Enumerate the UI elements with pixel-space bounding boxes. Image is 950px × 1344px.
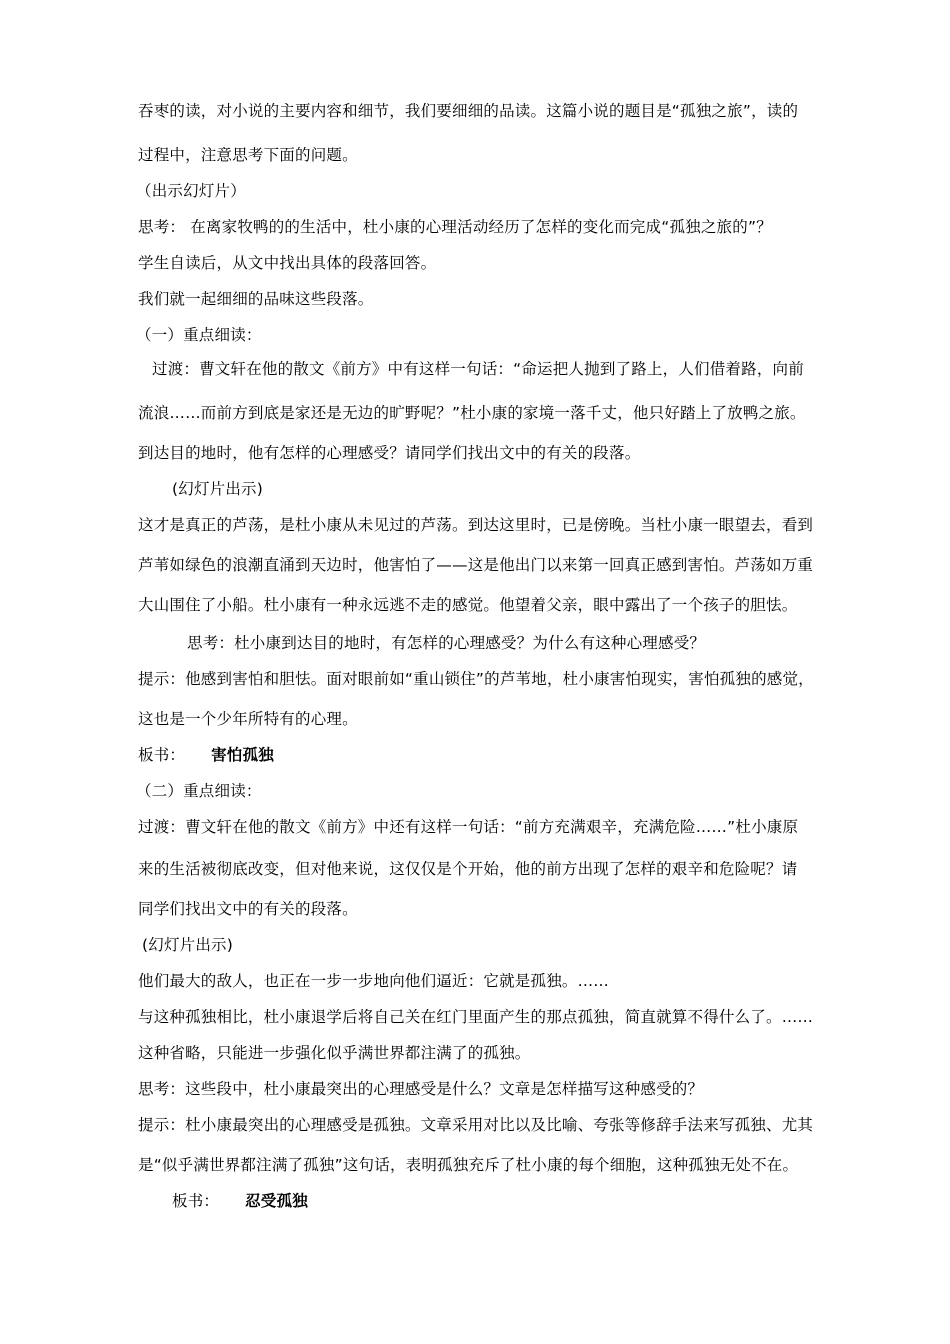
text-line: 与这种孤独相比，杜小康退学后将自己关在红门里面产生的那点孤独，简直就算不得什么了。……	[138, 1008, 814, 1026]
board-line	[172, 1190, 308, 1212]
text-line: 来的生活被彻底改变，但对他来说，这仅仅是个开始，他的前方出现了怎样的艰辛和危险呢？请	[138, 860, 798, 878]
text-line: 过渡：曹文轩在他的散文《前方》中有这样一句话：“命运把人抛到了路上，人们借着路，向前	[152, 360, 804, 378]
section-heading: （二）重点细读：	[136, 782, 262, 800]
text-line: 这种省略，只能进一步强化似乎满世界都注满了的孤独。	[138, 1044, 531, 1062]
text-line: 芦苇如绿色的浪潮直涌到天边时，他害怕了——这是他出门以来第一回真正感到害怕。芦荡如万重	[138, 556, 814, 574]
text-line: 到达目的地时，他有怎样的心理感受？请同学们找出文中的有关的段落。	[138, 444, 641, 462]
text-line: (幻灯片出示)	[172, 480, 263, 498]
text-line: 过渡：曹文轩在他的散文《前方》中还有这样一句话：“前方充满艰辛，充满危险……”杜小康原	[138, 818, 799, 836]
text-line: 同学们找出文中的有关的段落。	[138, 900, 358, 918]
text-line: 思考：这些段中，杜小康最突出的心理感受是什么？文章是怎样描写这种感受的？	[138, 1080, 704, 1098]
text-line: (幻灯片出示)	[142, 936, 233, 954]
text-line: 他们最大的敌人，也正在一步一步地向他们逼近：它就是孤独。……	[138, 972, 610, 990]
text-line: 思考： 在离家牧鸭的的生活中，杜小康的心理活动经历了怎样的变化而完成“孤独之旅的”？	[138, 218, 772, 236]
section-heading: （一）重点细读：	[136, 326, 262, 344]
board-term: 害怕孤独	[211, 746, 274, 764]
text-line: 提示：杜小康最突出的心理感受是孤独。文章采用对比以及比喻、夸张等修辞手法来写孤独、尤其	[138, 1116, 814, 1134]
text-line: 大山围住了小船。杜小康有一种永远逃不走的感觉。他望着父亲，眼中露出了一个孩子的胆怯。	[138, 596, 798, 614]
board-label: 板书：	[172, 1192, 220, 1210]
text-line: 学生自读后，从文中找出具体的段落回答。	[138, 254, 437, 272]
text-line: 这才是真正的芦荡，是杜小康从未见过的芦荡。到达这里时，已是傍晚。当杜小康一眼望去，看到	[138, 516, 814, 534]
text-line: 流浪……而前方到底是家还是无边的旷野呢？”杜小康的家境一落千丈，他只好踏上了放鸭之旅。	[138, 404, 806, 422]
text-line: 提示：他感到害怕和胆怯。面对眼前如“重山锁住”的芦苇地，杜小康害怕现实，害怕孤独的感觉，	[138, 670, 814, 688]
text-line: 吞枣的读，对小说的主要内容和细节，我们要细细的品读。这篇小说的题目是“孤独之旅”，读的	[138, 102, 799, 120]
board-term: 忍受孤独	[245, 1192, 308, 1210]
text-line: 思考：杜小康到达目的地时，有怎样的心理感受？为什么有这种心理感受？	[187, 634, 706, 652]
text-line: 过程中，注意思考下面的问题。	[138, 146, 358, 164]
text-line: 我们就一起细细的品味这些段落。	[138, 290, 374, 308]
text-line: 是“似乎满世界都注满了孤独”这句话，表明孤独充斥了杜小康的每个细胞，这种孤独无处不在。	[138, 1156, 799, 1174]
board-line	[138, 744, 274, 766]
text-line: 这也是一个少年所特有的心理。	[138, 710, 358, 728]
board-label: 板书：	[138, 746, 186, 764]
text-line: （出示幻灯片）	[136, 182, 246, 200]
